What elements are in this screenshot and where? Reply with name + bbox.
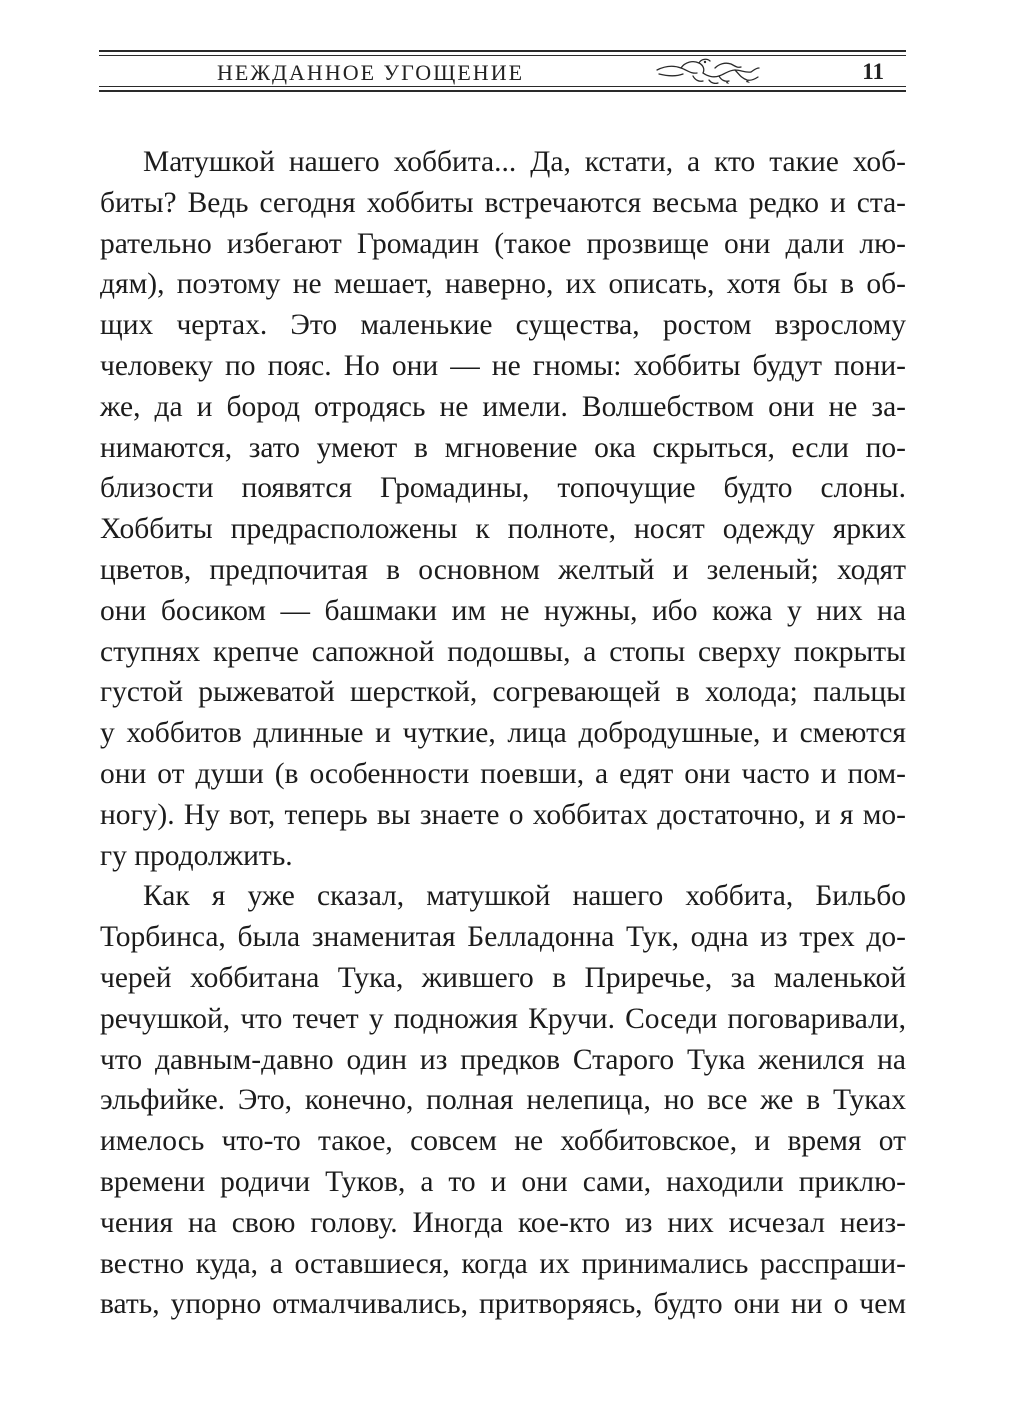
text-line: вестно куда, а оставшиеся, когда их принимались расспраши- (100, 1247, 906, 1280)
text-line: близости появятся Громадины, топочущие будто слоны. (100, 472, 906, 505)
text-line: гу продолжить. (100, 839, 293, 872)
body-text (100, 142, 906, 1325)
text-line: имелось что-то такое, совсем не хоббитовское, и время от (100, 1125, 906, 1158)
header-rule-top-thin (99, 55, 906, 56)
dragon-ornament-icon (655, 56, 761, 86)
text-line: вать, упорно отмалчивались, притворяясь, будто они ни о чем (100, 1288, 906, 1321)
text-line: же, да и бород отродясь не имели. Волшебством они не за- (100, 390, 906, 423)
text-line: что давным-давно один из предков Старого Тука женился на (100, 1043, 906, 1076)
page-number: 11 (862, 59, 884, 84)
text-line: щих чертах. Это маленькие существа, ростом взрослому (100, 309, 906, 342)
text-line: человеку по пояс. Но они — не гномы: хоббиты будут пони- (100, 349, 906, 382)
text-line: дям), поэтому не мешает, наверно, их описать, хотя бы в об- (100, 268, 906, 301)
text-line: времени родичи Туков, а то и они сами, находили приклю- (100, 1165, 906, 1198)
text-line: Как я уже сказал, матушкой нашего хоббита, Бильбо (143, 880, 906, 913)
header-rule-top (99, 50, 906, 52)
text-line: черей хоббитана Тука, жившего в Приречье, за маленькой (100, 961, 906, 994)
paragraph-1 (100, 142, 906, 876)
header-rule-bottom-thin (99, 86, 906, 87)
text-line: цветов, предпочитая в основном желтый и зеленый; ходят (100, 553, 906, 586)
text-line: ногу). Ну вот, теперь вы знаете о хоббитах достаточно, и я мо- (100, 798, 906, 831)
running-title: НЕЖДАННОЕ УГОЩЕНИЕ (217, 60, 525, 85)
text-line: Хоббиты предрасположены к полноте, носят одежду ярких (100, 513, 906, 546)
text-line: они от души (в особенности поевши, а едят они часто и пом- (100, 757, 906, 790)
text-line: у хоббитов длинные и чуткие, лица добродушные, и смеются (100, 717, 906, 750)
text-line: рательно избегают Громадин (такое прозвище они дали лю- (100, 227, 906, 260)
text-line: густой рыжеватой шерсткой, согревающей в холода; пальцы (100, 676, 906, 709)
text-line: ступнях крепче сапожной подошвы, а стопы сверху покрыты (100, 635, 906, 668)
header-rule-bottom (99, 90, 906, 92)
text-line: нимаются, зато умеют в мгновение ока скрыться, если по- (100, 431, 906, 464)
running-header (99, 50, 906, 94)
text-line: Матушкой нашего хоббита... Да, кстати, а кто такие хоб- (143, 146, 906, 178)
paragraph-2 (100, 876, 906, 1325)
text-line: эльфийке. Это, конечно, полная нелепица, но все же в Туках (100, 1084, 906, 1117)
text-line: Торбинса, была знаменитая Белладонна Тук, одна из трех до- (100, 921, 906, 954)
text-line: речушкой, что течет у подножия Кручи. Соседи поговаривали, (100, 1002, 906, 1035)
text-line: они босиком — башмаки им не нужны, ибо кожа у них на (100, 594, 906, 627)
text-line: биты? Ведь сегодня хоббиты встречаются весьма редко и ста- (100, 186, 906, 219)
text-line: чения на свою голову. Иногда кое-кто из них исчезал неиз- (100, 1206, 906, 1239)
